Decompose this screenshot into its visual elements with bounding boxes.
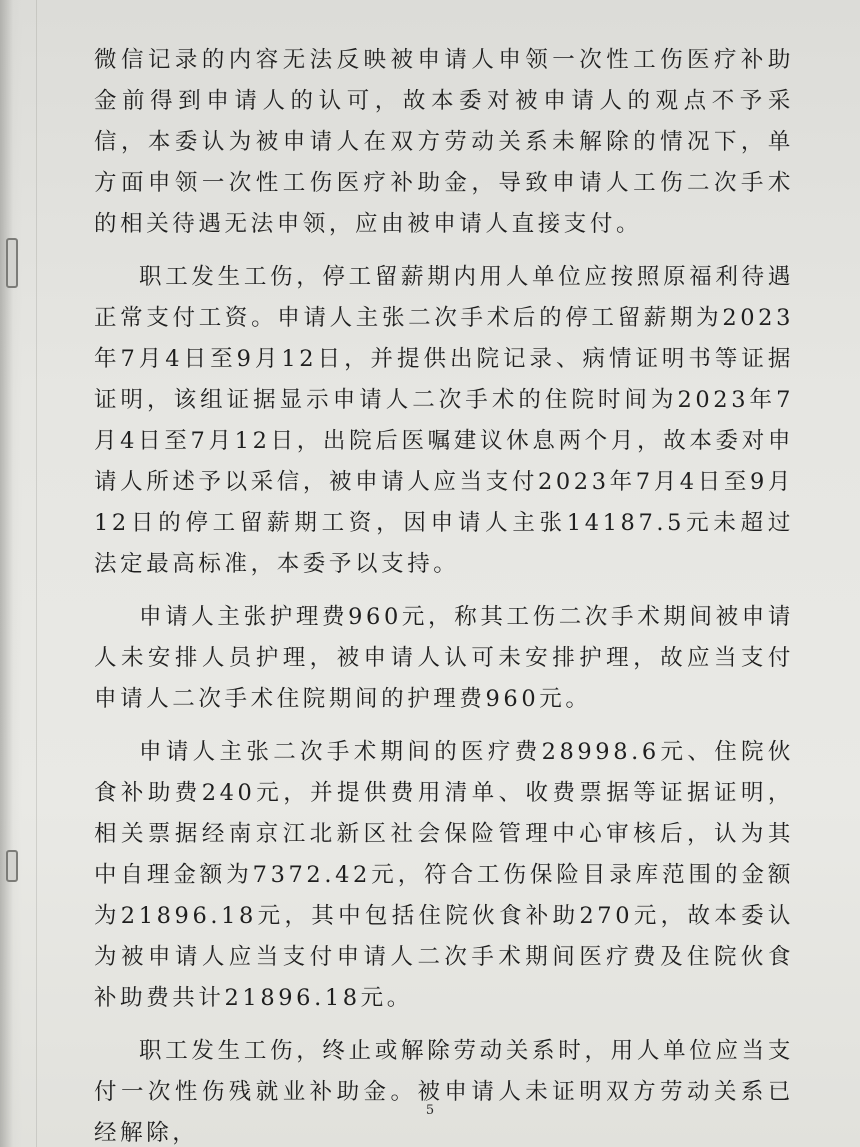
paragraph-3: 申请人主张护理费960元，称其工伤二次手术期间被申请人未安排人员护理，被申请人认可未安排护理，故应当支付申请人二次手术住院期间的护理费960元。 [94,604,794,712]
paragraph-4: 申请人主张二次手术期间的医疗费28998.6元、住院伙食补助费240元，并提供费用清单、收费票据等证据证明，相关票据经南京江北新区社会保险管理中心审核后，认为其中自理金额为7372.42元，符合工伤保险目录库范围的金额为21896.18元，其中包括住院伙食补助270元，故本委认为被申请人应当支付申请人二次手术期间医疗费及住院伙食补助费共计21896.18元。 [94,739,794,1011]
paragraph-2: 职工发生工伤，停工留薪期内用人单位应按照原福利待遇正常支付工资。申请人主张二次手术后的停工留薪期为2023年7月4日至9月12日，并提供出院记录、病情证明书等证据证明，该组证据显示申请人二次手术的住院时间为2023年7月4日至7月12日，出院后医嘱建议休息两个月，故本委对申请人所述予以采信，被申请人应当支付2023年7月4日至9月12日的停工留薪期工资，因申请人主张14187.5元未超过法定最高标准，本委予以支持。 [94,264,794,577]
binding-line [36,0,37,1147]
paragraph-1: 微信记录的内容无法反映被申请人申领一次性工伤医疗补助金前得到申请人的认可，故本委对被申请人的观点不予采信，本委认为被申请人在双方劳动关系未解除的情况下，单方面申领一次性工伤医疗补助金，导致申请人工伤二次手术的相关待遇无法申领，应由被申请人直接支付。 [94,47,794,237]
document-body [94,40,794,1147]
paragraph-5: 职工发生工伤，终止或解除劳动关系时，用人单位应当支付一次性伤残就业补助金。被申请人未证明双方劳动关系已经解除， [94,1038,794,1146]
page-number: 5 [425,1103,435,1118]
staple-middle [6,850,18,882]
page-edge-shadow [0,0,22,1147]
staple-top [6,238,18,288]
